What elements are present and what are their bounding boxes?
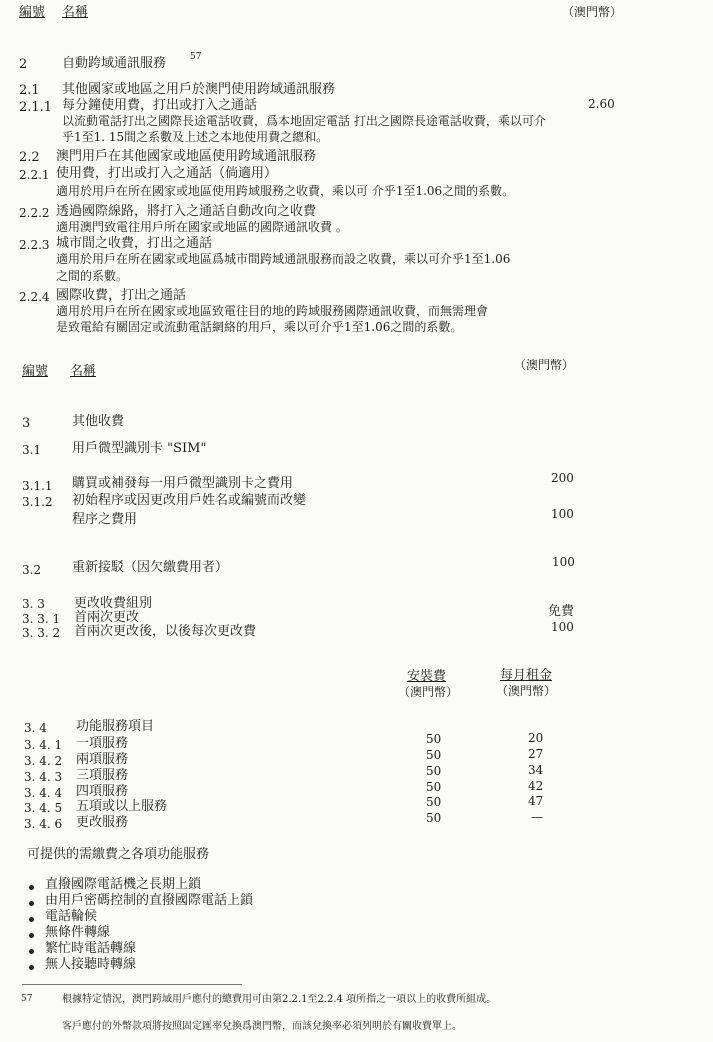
install-fee: 50 [426, 780, 442, 794]
item-text: 初始程序或因更改用戶姓名或編號而改變 [72, 493, 307, 508]
footnote-text: 根據特定情況，澳門跨域用戶應付的總費用可由第2.2.1至2.2.4 項所指之一項以上的收費所組成。 [62, 994, 497, 1005]
item-text: 國際收費，打出之通話 [56, 288, 187, 303]
bullet-icon [29, 885, 34, 890]
monthly-fee-unit: （澳門幣） [496, 684, 557, 698]
bullet-icon [29, 917, 34, 922]
item-description: 之間的系數。 [56, 269, 129, 283]
item-text: 其他國家或地區之用戶於澳門使用跨域通訊服務 [62, 82, 336, 97]
column-header-code: 編號 [22, 364, 49, 379]
list-item-text: 電話輪候 [45, 909, 98, 924]
section-number: 2 [19, 57, 28, 72]
monthly-fee-header: 每月租金 [500, 668, 553, 683]
item-description: 適用於用戶在所在國家或地區致電往目的地的跨域服務國際通訊收費，而無需理會 [56, 304, 489, 318]
item-value: 免費 [548, 604, 575, 619]
item-number: 3. 4 [24, 721, 47, 735]
item-text: 一項服務 [76, 736, 129, 751]
bullet-icon [29, 965, 34, 970]
item-number: 2.2 [19, 150, 40, 165]
item-description: 適用澳門致電往用戶所在國家或地區的國際通訊收費 。 [56, 220, 348, 234]
item-text: 城市間之收費，打出之通話 [56, 236, 213, 251]
item-number: 3. 4. 2 [24, 754, 63, 768]
item-value: 100 [551, 507, 574, 521]
list-item-text: 繁忙時電話轉線 [45, 941, 137, 956]
item-number: 2.2.4 [19, 290, 50, 304]
item-number: 3.1 [22, 443, 42, 457]
item-value: 100 [552, 555, 575, 569]
monthly-fee: 42 [528, 779, 544, 793]
item-number: 2.2.3 [19, 238, 50, 252]
item-number: 3.1.1 [22, 479, 53, 493]
column-header-code: 編號 [19, 5, 46, 20]
item-text: 更改服務 [76, 815, 129, 830]
item-text: 五項或以上服務 [76, 799, 168, 814]
monthly-fee: 47 [528, 794, 544, 808]
item-description: 乎1至1. 15間之系數及上述之本地使用費之總和。 [62, 130, 329, 144]
item-number: 3. 4. 3 [24, 770, 63, 784]
list-item-text: 由用戶密碼控制的直撥國際電話上鎖 [45, 893, 254, 908]
item-value: 100 [551, 620, 574, 634]
available-services-title: 可提供的需繳費之各項功能服務 [27, 847, 210, 862]
install-fee: 50 [426, 795, 442, 809]
item-text: 功能服務項目 [76, 719, 155, 734]
item-number: 2.1.1 [19, 100, 53, 115]
monthly-fee: — [531, 810, 543, 824]
item-text: 購買或補發每一用戶微型識別卡之費用 [72, 476, 294, 491]
monthly-fee: 20 [528, 731, 544, 745]
item-number: 3. 3 [22, 597, 45, 611]
install-fee-header: 安裝費 [407, 669, 447, 684]
footnote-ref: 57 [190, 52, 202, 62]
item-number: 3. 3. 2 [22, 626, 61, 640]
item-value: 200 [551, 471, 574, 485]
item-text: 首兩次更改後，以後每次更改費 [74, 624, 257, 639]
bullet-icon [29, 933, 34, 938]
item-text: 重新接駁（因欠繳費用者） [72, 560, 229, 575]
item-text: 三項服務 [76, 768, 129, 783]
item-text: 使用費，打出或打入之通話（倘適用） [56, 166, 278, 181]
item-text: 程序之費用 [72, 512, 138, 527]
install-fee: 50 [426, 748, 442, 762]
item-number: 2.2.1 [19, 168, 50, 182]
footnote-mark: 57 [21, 994, 33, 1004]
column-header-name: 名稱 [62, 5, 89, 20]
item-description: 適用於用戶在所在國家或地區使用跨域服務之收費，乘以可 介乎1至1.06之間的系數。 [56, 184, 515, 198]
item-description: 適用於用戶在所在國家或地區爲城市間跨域通訊服務而設之收費，乘以可介乎1至1.06 [56, 252, 511, 266]
list-item-text: 無人接聽時轉線 [45, 957, 137, 972]
item-number: 3. 4. 1 [24, 738, 63, 752]
item-number: 3. 4. 5 [24, 801, 63, 815]
currency-label: （澳門幣） [562, 5, 623, 19]
item-number: 3. 3. 1 [22, 612, 61, 626]
item-text: 每分鐘使用費，打出或打入之通話 [62, 98, 258, 113]
install-fee: 50 [426, 764, 442, 778]
footnote-divider [22, 984, 242, 985]
item-text: 澳門用戶在其他國家或地區使用跨域通訊服務 [56, 149, 317, 164]
install-fee: 50 [426, 811, 442, 825]
monthly-fee: 27 [528, 747, 544, 761]
item-value: 2.60 [588, 97, 615, 111]
footnote-text: 客戶應付的外幣款項將按照固定匯率兌換爲澳門幣，而該兌換率必須列明於有關收費單上。 [62, 1021, 462, 1032]
item-number: 2.2.2 [19, 206, 50, 220]
currency-label: （澳門幣） [514, 358, 575, 372]
section-title: 其他收費 [72, 414, 125, 429]
list-item-text: 無條件轉線 [45, 925, 111, 940]
section-title: 自動跨域通訊服務 [62, 56, 167, 71]
item-number: 2.1 [19, 83, 40, 98]
install-fee: 50 [426, 732, 442, 746]
item-number: 3. 4. 6 [24, 817, 63, 831]
item-text: 透過國際線路，將打入之通話自動改向之收費 [56, 204, 317, 219]
item-text: 兩項服務 [76, 752, 129, 767]
install-fee-unit: （澳門幣） [398, 685, 459, 699]
item-number: 3. 4. 4 [24, 786, 63, 800]
monthly-fee: 34 [528, 763, 544, 777]
section-number: 3 [22, 416, 31, 431]
item-number: 3.2 [22, 563, 42, 577]
item-text: 更改收費組別 [74, 596, 153, 611]
item-text: 首兩次更改 [74, 610, 140, 625]
bullet-icon [29, 901, 34, 906]
column-header-name: 名稱 [70, 364, 97, 379]
item-text: 用戶微型識別卡 "SIM" [72, 441, 207, 456]
item-text: 四項服務 [76, 784, 129, 799]
item-description: 以流動電話打出之國際長途電話收費，爲本地固定電話 打出之國際長途電話收費，乘以可介 [62, 114, 546, 128]
item-description: 是致電給有關固定或流動電話網絡的用戶，乘以可介乎1至1.06之間的系數。 [56, 320, 463, 334]
bullet-icon [29, 949, 34, 954]
list-item-text: 直撥國際電話機之長期上鎖 [45, 877, 202, 892]
item-number: 3.1.2 [22, 495, 53, 509]
